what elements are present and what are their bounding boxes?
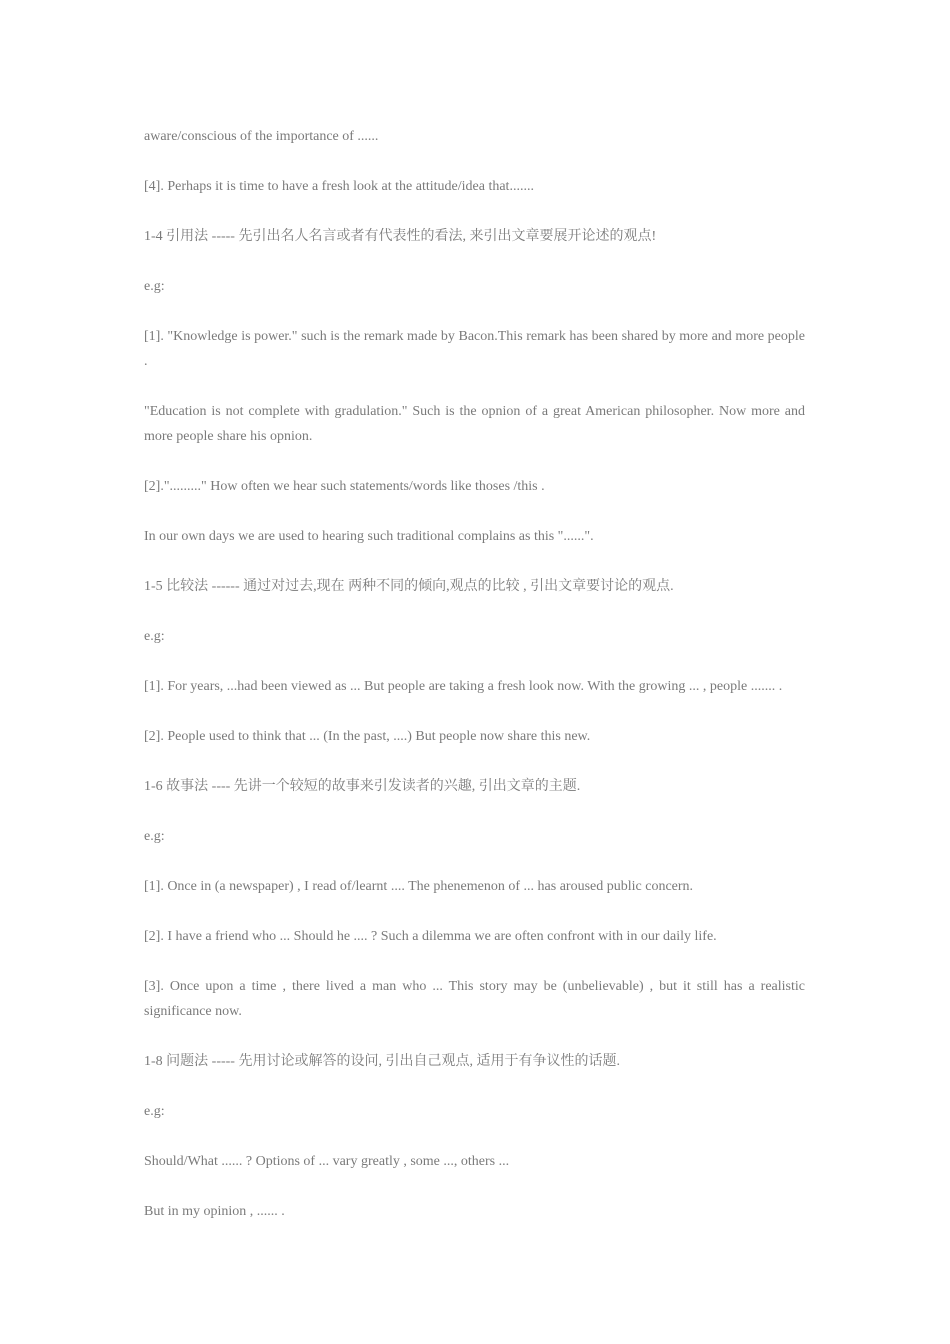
paragraph-importance: aware/conscious of the importance of ......	[144, 129, 379, 144]
paragraph-fresh-look: [4]. Perhaps it is time to have a fresh look at the attitude/idea that.......	[144, 179, 534, 194]
paragraph-friend-dilemma: [2]. I have a friend who ... Should he .... ? Such a dilemma we are often confront with in our daily life.	[144, 929, 717, 944]
paragraph-should-what: Should/What ...... ? Options of ... vary greatly , some ..., others ...	[144, 1154, 510, 1169]
example-label: e.g:	[144, 829, 165, 844]
paragraph-our-own-days: In our own days we are used to hearing such traditional complains as this "......".	[144, 529, 594, 544]
paragraph-education: "Education is not complete with gradulation." Such is the opnion of a great American philosopher. Now more and more people share his opnion.	[144, 404, 805, 444]
paragraph-in-my-opinion: But in my opinion , ...... .	[144, 1204, 285, 1219]
heading-question-method: 1-8 问题法 ----- 先用讨论或解答的设问, 引出自己观点, 适用于有争议性的话题.	[144, 1054, 620, 1069]
paragraph-once-in-newspaper: [1]. Once in (a newspaper) , I read of/learnt .... The phenemenon of ... has aroused public concern.	[144, 879, 694, 894]
example-label: e.g:	[144, 629, 165, 644]
paragraph-once-upon-a-time: [3]. Once upon a time , there lived a man who ... This story may be (unbelievable) , but it still has a realistic significance now.	[144, 979, 805, 1019]
example-label: e.g:	[144, 1104, 165, 1119]
example-label: e.g:	[144, 279, 165, 294]
paragraph-for-years: [1]. For years, ...had been viewed as ... But people are taking a fresh look now. With the growing ... , people ....... .	[144, 679, 783, 694]
heading-comparison-method: 1-5 比较法 ------ 通过对过去,现在 两种不同的倾向,观点的比较 , 引出文章要讨论的观点.	[144, 579, 674, 594]
heading-quotation-method: 1-4 引用法 ----- 先引出名人名言或者有代表性的看法, 来引出文章要展开论述的观点!	[144, 229, 657, 244]
paragraph-used-to-think: [2]. People used to think that ... (In the past, ....) But people now share this new.	[144, 729, 591, 744]
document-page	[144, 124, 805, 1249]
paragraph-knowledge-power: [1]. "Knowledge is power." such is the remark made by Bacon.This remark has been shared by more and more people .	[144, 329, 805, 369]
paragraph-how-often: [2]."........." How often we hear such statements/words like thoses /this .	[144, 479, 545, 494]
heading-story-method: 1-6 故事法 ---- 先讲一个较短的故事来引发读者的兴趣, 引出文章的主题.	[144, 779, 581, 794]
